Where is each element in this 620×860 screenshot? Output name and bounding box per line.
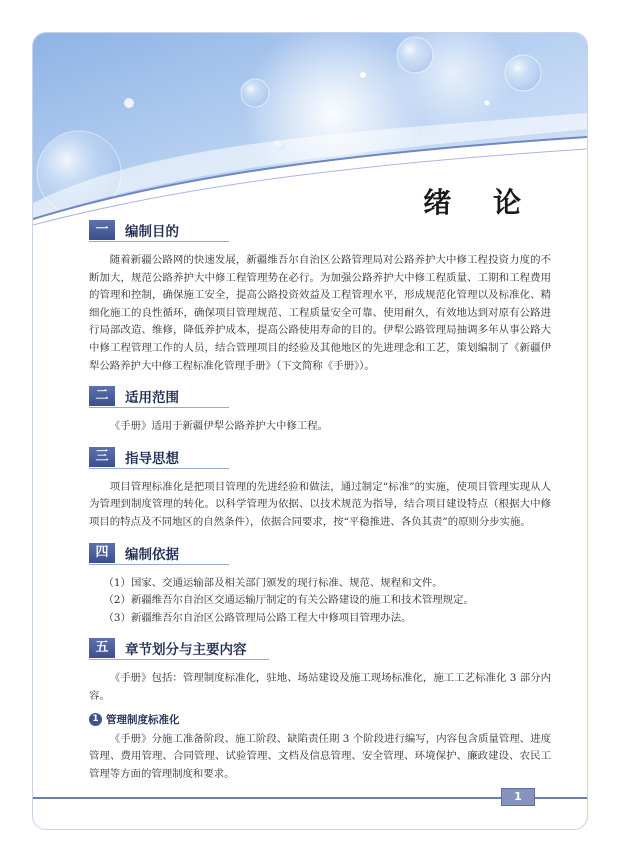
- section-title: 指导思想: [125, 450, 179, 467]
- section-title: 编制依据: [125, 546, 179, 563]
- section-number-badge: 四: [89, 543, 115, 563]
- section-paragraph: 随着新疆公路网的快速发展，新疆维吾尔自治区公路管理局对公路养护大中修工程投资力度的不断加大，规范公路养护大中修工程管理势在必行。为加强公路养护大中修工程质量、工期和工程费用的管理和控制，确保施工安全，提高公路投资效益及工程管理水平，形成规范化管理以及标准化、精细化施工的良性循环，确保项目管理规范、工程质量安全可靠、使用耐久，有效地达到对原有公路进行局部改造、维修，降低养护成本，提高公路使用寿命的目的。伊犁公路管理局抽调多年从事公路大中修工程管理工作的人员，结合管理项目的经验及其他地区的先进理念和工艺，策划编制了《新疆伊犁公路养护大中修工程标准化管理手册》（下文简称《手册》）。: [89, 254, 551, 372]
- subsection-number-badge: 1: [89, 713, 102, 726]
- section-guiding-principles: [89, 446, 551, 532]
- section-heading: [89, 637, 269, 660]
- section-title: 编制目的: [125, 224, 179, 240]
- document-page: [32, 32, 588, 830]
- section-heading: [89, 385, 229, 408]
- section-number-badge: 二: [89, 386, 115, 406]
- page-number: 1: [501, 788, 535, 806]
- section-purpose: [89, 219, 551, 375]
- section-heading: [89, 446, 229, 469]
- subsection-title: 管理制度标准化: [106, 713, 180, 726]
- section-heading: [89, 542, 229, 565]
- section-basis: [89, 542, 551, 628]
- list-item: （3）新疆维吾尔自治区公路管理局公路工程大中修项目管理办法。: [103, 611, 412, 624]
- section-number-badge: 五: [89, 638, 115, 658]
- subsection-paragraph: 《手册》分施工准备阶段、施工阶段、缺陷责任期 3 个阶段进行编写，内容包含质量管理、进度管理、费用管理、合同管理、试验管理、文档及信息管理、安全管理、环境保护、廉政建设、农民工管理等方面的管理制度和要求。: [89, 732, 551, 780]
- basis-list: [89, 575, 551, 628]
- section-paragraph: 《手册》包括：管理制度标准化，驻地、场站建设及施工现场标准化，施工工艺标准化 3 部分内容。: [89, 672, 551, 702]
- main-content: [89, 219, 551, 793]
- section-heading: [89, 219, 229, 242]
- list-item: （2）新疆维吾尔自治区交通运输厅制定的有关公路建设的施工和技术管理规定。: [103, 594, 474, 607]
- section-number-badge: 三: [89, 447, 115, 467]
- section-chapters: [89, 637, 551, 783]
- page-title: 绪 论: [423, 186, 537, 219]
- section-number-badge: 一: [89, 220, 115, 240]
- section-paragraph: 《手册》适用于新疆伊犁公路养护大中修工程。: [109, 420, 328, 433]
- section-paragraph: 项目管理标准化是把项目管理的先进经验和做法，通过制定“标准”的实施，使项目管理实现从人为管理到制度管理的转化。以科学管理为依据、以技术规范为指导，结合项目建设特点（根据大中修项目的特点及不同地区的自然条件），依据合同要求，按“平稳推进、各负其责”的原则分步实施。: [89, 480, 551, 528]
- subsection-heading: [89, 712, 551, 727]
- section-scope: [89, 385, 551, 436]
- section-title: 章节划分与主要内容: [125, 642, 247, 659]
- list-item: （1）国家、交通运输部及相关部门颁发的现行标准、规范、规程和文件。: [103, 576, 443, 589]
- section-title: 适用范围: [125, 390, 179, 407]
